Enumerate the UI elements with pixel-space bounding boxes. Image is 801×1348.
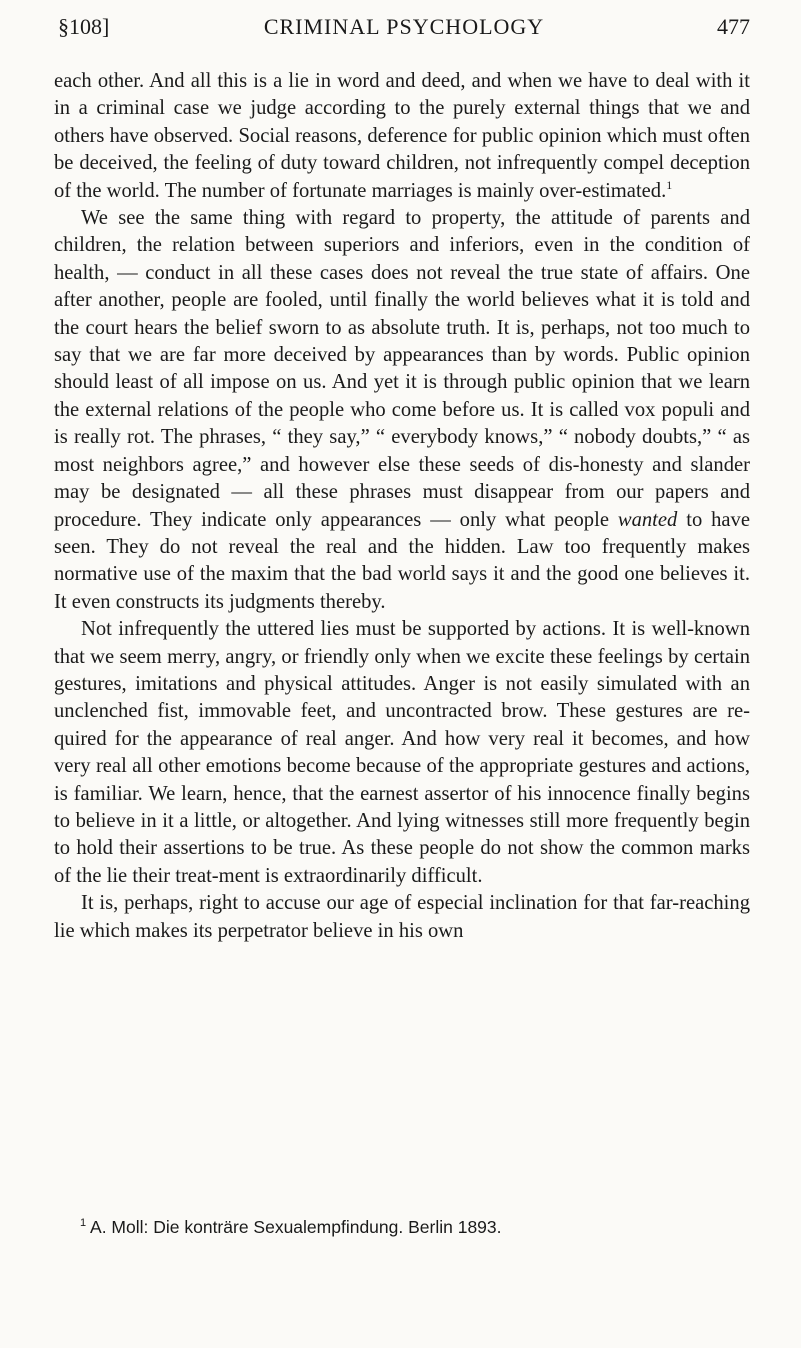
paragraph-2: We see the same thing with regard to property, the attitude of parents and children, the relation between superiors and inferiors, even in the condition of health, — conduct in all these cases does not reveal the true state of affairs. One after another, people are fooled, until finally the world believes what it is told and the court hears the belief sworn to as absolute truth. It is, perhaps, not too much to say that we are far more deceived by appearances than by words. Public opinion should least of all impose on us. And yet it is through public opinion that we learn the external relations of the people who come before us. It is called vox populi and is really rot. The phrases, “ they say,” “ everybody knows,” “ nobody doubts,” “ as most neighbors agree,” and however else these seeds of dis-honesty and slander may be designated — all these phrases must disappear from our papers and procedure. They indicate only appearances — only what people wanted to have seen. They do not reveal the real and the hidden. Law too frequently makes normative use of the maxim that the bad world says it and the good one believes it. It even constructs its judgments thereby. bbox=[54, 207, 750, 613]
section-marker: §108] bbox=[58, 14, 110, 39]
running-title: CRIMINAL PSYCHOLOGY bbox=[263, 14, 545, 39]
footnote-text: A. Moll: Die konträre Sexualempfindung. Berlin 1893. bbox=[90, 1216, 502, 1237]
emphasis: wanted bbox=[617, 508, 678, 531]
page-number: 477 bbox=[717, 14, 750, 39]
paragraph-4: It is, perhaps, right to accuse our age of especial inclination for that far-reaching lie which makes its perpetrator believe in his own bbox=[54, 892, 750, 942]
footnote bbox=[80, 1212, 750, 1238]
footnote-marker: 1 bbox=[80, 1217, 87, 1229]
body-text bbox=[54, 68, 750, 945]
running-header bbox=[58, 14, 750, 50]
paragraph-3: Not infrequently the uttered lies must be supported by actions. It is well-known that we seem merry, angry, or friendly only when we excite these feelings by certain gestures, imitations and physical attitudes. Anger is not easily simulated with an unclenched fist, immovable feet, and uncontracted brow. These gestures are re-quired for the appearance of real anger. And how very real it becomes, and how very real all other emotions become because of the appropriate gestures and actions, is familiar. We learn, hence, that the earnest assertor of his innocence finally begins to believe in it a little, or altogether. And lying witnesses still more frequently begin to hold their assertions to be true. As these people do not show the common marks of the lie their treat-ment is extraordinarily difficult. bbox=[54, 618, 750, 887]
paragraph-1: each other. And all this is a lie in word and deed, and when we have to deal with it in a criminal case we judge according to the purely external things that we and others have observed. Social reasons, deference for public opinion which must often be deceived, the feeling of duty toward children, not infrequently compel deception of the world. The number of fortunate marriages is mainly over-estimated.$^1$ bbox=[54, 70, 750, 202]
footnote-reference: 1 bbox=[666, 177, 673, 192]
